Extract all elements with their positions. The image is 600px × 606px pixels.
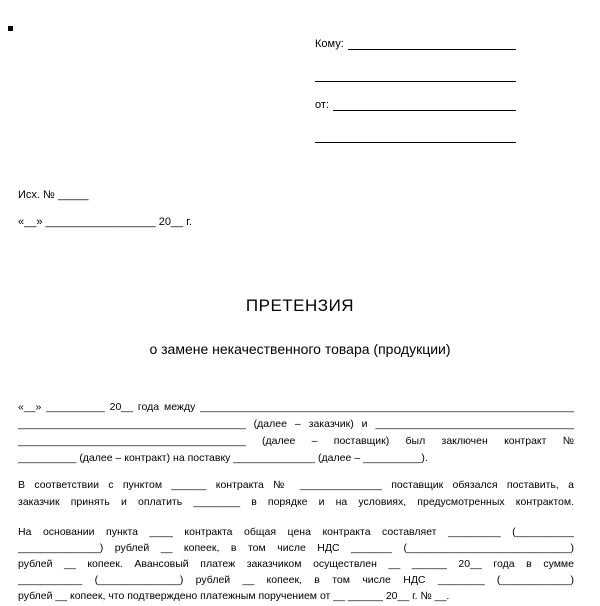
paragraph-line: ___________ (______________) рублей __ копеек, в том числе НДС ________ (____________) — [18, 574, 574, 586]
claim-subtitle: о замене некачественного товара (продукции) — [149, 341, 451, 357]
paragraph-line: заказчик принять и оплатить ________ в порядке и на условиях, предусмотренных контрактом. — [18, 496, 574, 508]
recipient-row — [315, 36, 516, 50]
to-label: Кому: — [315, 38, 344, 50]
recipient-blank-line-2 — [315, 68, 516, 82]
paragraph-line: «__» __________ 20__ года между ________________________________________________________________ — [18, 401, 574, 413]
paragraph-contract-intro — [18, 399, 574, 467]
paragraph-line: _______________________________________ (далее – поставщик) был заключен контракт № — [18, 435, 574, 447]
sender-blank-line-2 — [315, 129, 516, 143]
from-label: от: — [315, 99, 329, 111]
paragraph-line: _______________________________________ (далее – заказчик) и __________________________________ — [18, 418, 574, 430]
document-date-line: «__» __________________ 20__ г. — [18, 216, 192, 228]
claim-title: ПРЕТЕНЗИЯ — [245, 296, 355, 315]
sender-row — [315, 97, 516, 111]
paragraph-line: __________ (далее – контракт) на поставку ______________ (далее – __________). — [18, 452, 428, 464]
outgoing-ref-number: Исх. № _____ — [18, 189, 89, 201]
to-blank-line — [348, 35, 516, 50]
paragraph-line: На основании пункта ____ контракта общая цена контракта составляет _________ (__________ — [18, 526, 574, 538]
paragraph-line: ______________) рублей __ копеек, в том числе НДС _______ (____________________________) — [18, 542, 574, 554]
paragraph-line: рублей __ копеек. Авансовый платеж заказчиком осуществлен __ ______ 20__ года в сумме — [18, 558, 574, 570]
paragraph-line: рублей __ копеек, что подтверждено платежным поручением от __ ______ 20__ г. № __. — [18, 590, 450, 602]
corner-mark — [8, 26, 13, 31]
from-blank-line — [333, 96, 516, 111]
paragraph-line: В соответствии с пунктом ______ контракта № ______________ поставщик обязался поставить, а — [18, 479, 574, 491]
paragraph-contract-terms — [18, 477, 574, 511]
paragraph-contract-price — [18, 524, 574, 604]
